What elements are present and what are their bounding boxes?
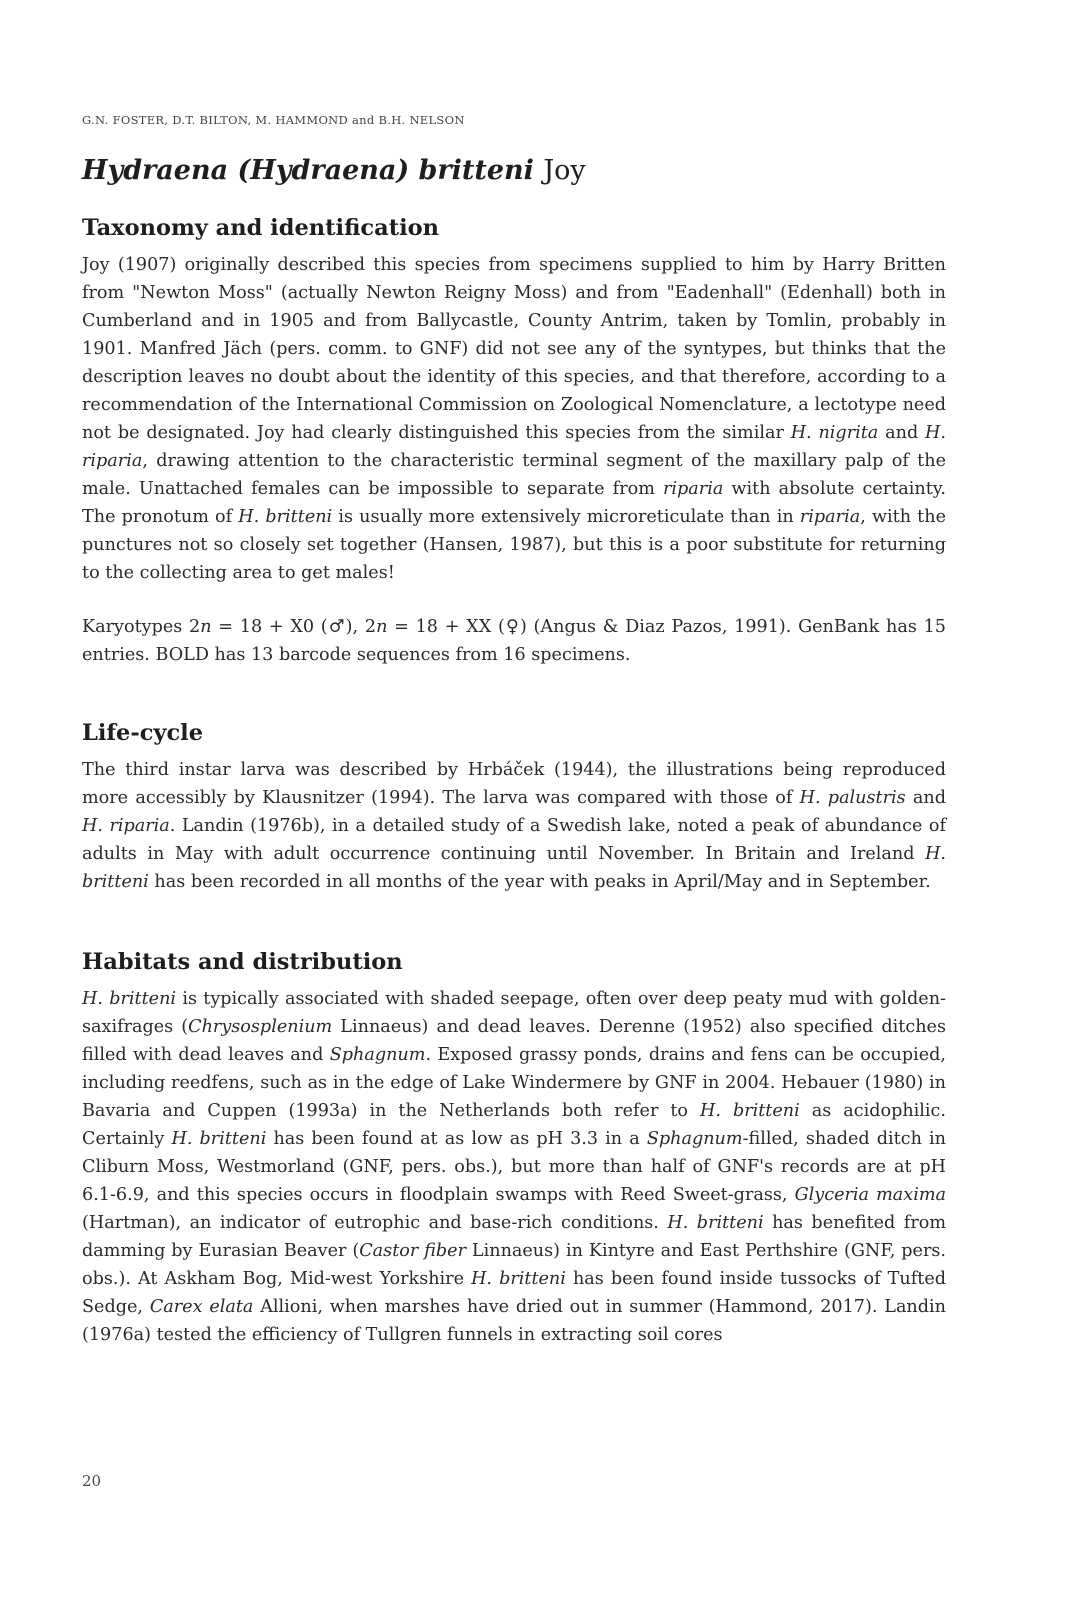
italic-text: Chrysosplenium [188, 1017, 333, 1037]
species-title [82, 155, 586, 186]
italic-text: H. britteni [667, 1213, 764, 1233]
text-run: Linnaeus) in Kintyre and East Perthshire (GNF, pers. obs.). At Askham Bog, Mid-west Yorkshire [82, 1241, 947, 1289]
section-heading: Habitats and distribution [82, 949, 403, 975]
paragraph [82, 613, 946, 669]
text-run: is usually more extensively microreticulate than in [332, 507, 800, 527]
paragraph [82, 251, 946, 587]
text-run: Karyotypes 2 [82, 617, 201, 637]
text-run: Linnaeus) and dead leaves. Derenne (1952) also specified ditches filled with dead leaves and [82, 1017, 946, 1065]
italic-text: Sphagnum [329, 1045, 426, 1065]
paragraph [82, 985, 946, 1349]
section-taxonomy [82, 215, 946, 669]
section-habitats [82, 949, 946, 1349]
italic-text: H. britteni [238, 507, 333, 527]
species-author: Joy [543, 155, 586, 186]
text-run: . Landin (1976b), in a detailed study of a Swedish lake, noted a peak of abundance of adults in May with adult occurrence continuing until November. In Britain and Ireland [82, 816, 946, 864]
text-run: as acidophilic. Certainly [82, 1101, 946, 1149]
text-run: -filled, shaded ditch in Cliburn Moss, Westmorland (GNF, pers. obs.), but more than half of GNF's records are at pH 6.1-6.9, and this species occurs in floodplain swamps with Reed Sweet-grass, [82, 1129, 946, 1205]
page-number: 20 [82, 1472, 102, 1490]
text-run: and [905, 788, 947, 808]
section-heading: Taxonomy and identification [82, 215, 440, 241]
italic-text: Carex elata [149, 1297, 254, 1317]
text-run: has been found inside tussocks of Tufted Sedge, [82, 1269, 946, 1317]
italic-text: Sphagnum [646, 1129, 743, 1149]
text-run: and [878, 423, 926, 443]
italic-text: H. riparia [82, 423, 946, 471]
text-run: Joy (1907) originally described this species from specimens supplied to him by Harry Britten from "Newton Moss" (actually Newton Reigny Moss) and from "Eadenhall" (Edenhall) both in Cumberland and in 1905 and from Ballycastle, County Antrim, taken by Tomlin, probably in 1901. Manfred Jäch (pers. comm. to GNF) did not see any of the syntypes, but thinks that the description leaves no doubt about the identity of this species, and that therefore, according to a recommendation of the International Commission on Zoological Nomenclature, a lectotype need not be designated. Joy had clearly distinguished this species from the similar [82, 255, 946, 443]
text-run: Allioni, when marshes have dried out in summer (Hammond, 2017). Landin (1976a) tested the efficiency of Tullgren funnels in extracting soil cores [82, 1297, 946, 1345]
italic-text: H. riparia [82, 816, 170, 836]
italic-text: riparia [799, 507, 861, 527]
italic-text: H. britteni [82, 844, 946, 892]
text-run: , drawing attention to the characteristic terminal segment of the maxillary palp of the male. Unattached females can be impossible to separate from [82, 451, 946, 499]
section-heading: Life-cycle [82, 720, 204, 746]
italic-text: riparia [663, 479, 724, 499]
italic-text: H. britteni [471, 1269, 566, 1289]
italic-text: n [200, 617, 212, 637]
text-run: = 18 + X0 (♂), 2 [211, 617, 377, 637]
text-run: has been found at as low as pH 3.3 in a [266, 1129, 647, 1149]
italic-text: Castor fiber [359, 1241, 467, 1261]
text-run: The third instar larva was described by Hrbáček (1944), the illustrations being reproduced more accessibly by Klausnitzer (1994). The larva was compared with those of [82, 760, 946, 808]
text-run: is typically associated with shaded seepage, often over deep peaty mud with golden-saxifrages ( [82, 989, 946, 1037]
text-run: with absolute certainty. The pronotum of [82, 479, 947, 527]
paragraph [82, 756, 946, 896]
italic-text: n [376, 617, 388, 637]
text-run: has been recorded in all months of the year with peaks in April/May and in September. [148, 872, 931, 892]
italic-text: H. britteni [700, 1101, 800, 1121]
italic-text: H. nigrita [790, 423, 879, 443]
text-run: , with the punctures not so closely set together (Hansen, 1987), but this is a poor substitute for returning to the collecting area to get males! [82, 507, 946, 583]
text-run: (Hartman), an indicator of eutrophic and base-rich conditions. [82, 1213, 668, 1233]
italic-text: H. britteni [82, 989, 177, 1009]
section-life-cycle [82, 720, 946, 896]
species-name: Hydraena (Hydraena) britteni [82, 155, 534, 186]
text-run: = 18 + XX (♀) (Angus & Diaz Pazos, 1991). GenBank has 15 entries. BOLD has 13 barcode sequences from 16 specimens. [82, 617, 946, 665]
running-head: G.N. FOSTER, D.T. BILTON, M. HAMMOND and B.H. NELSON [82, 113, 465, 127]
italic-text: Glyceria maxima [794, 1185, 946, 1205]
text-run: has benefited from damming by Eurasian Beaver ( [82, 1213, 946, 1261]
text-run: . Exposed grassy ponds, drains and fens can be occupied, including reedfens, such as in the edge of Lake Windermere by GNF in 2004. Hebauer (1980) in Bavaria and Cuppen (1993a) in the Netherlands both refer to [82, 1045, 946, 1121]
italic-text: H. palustris [799, 788, 906, 808]
italic-text: H. britteni [171, 1129, 267, 1149]
